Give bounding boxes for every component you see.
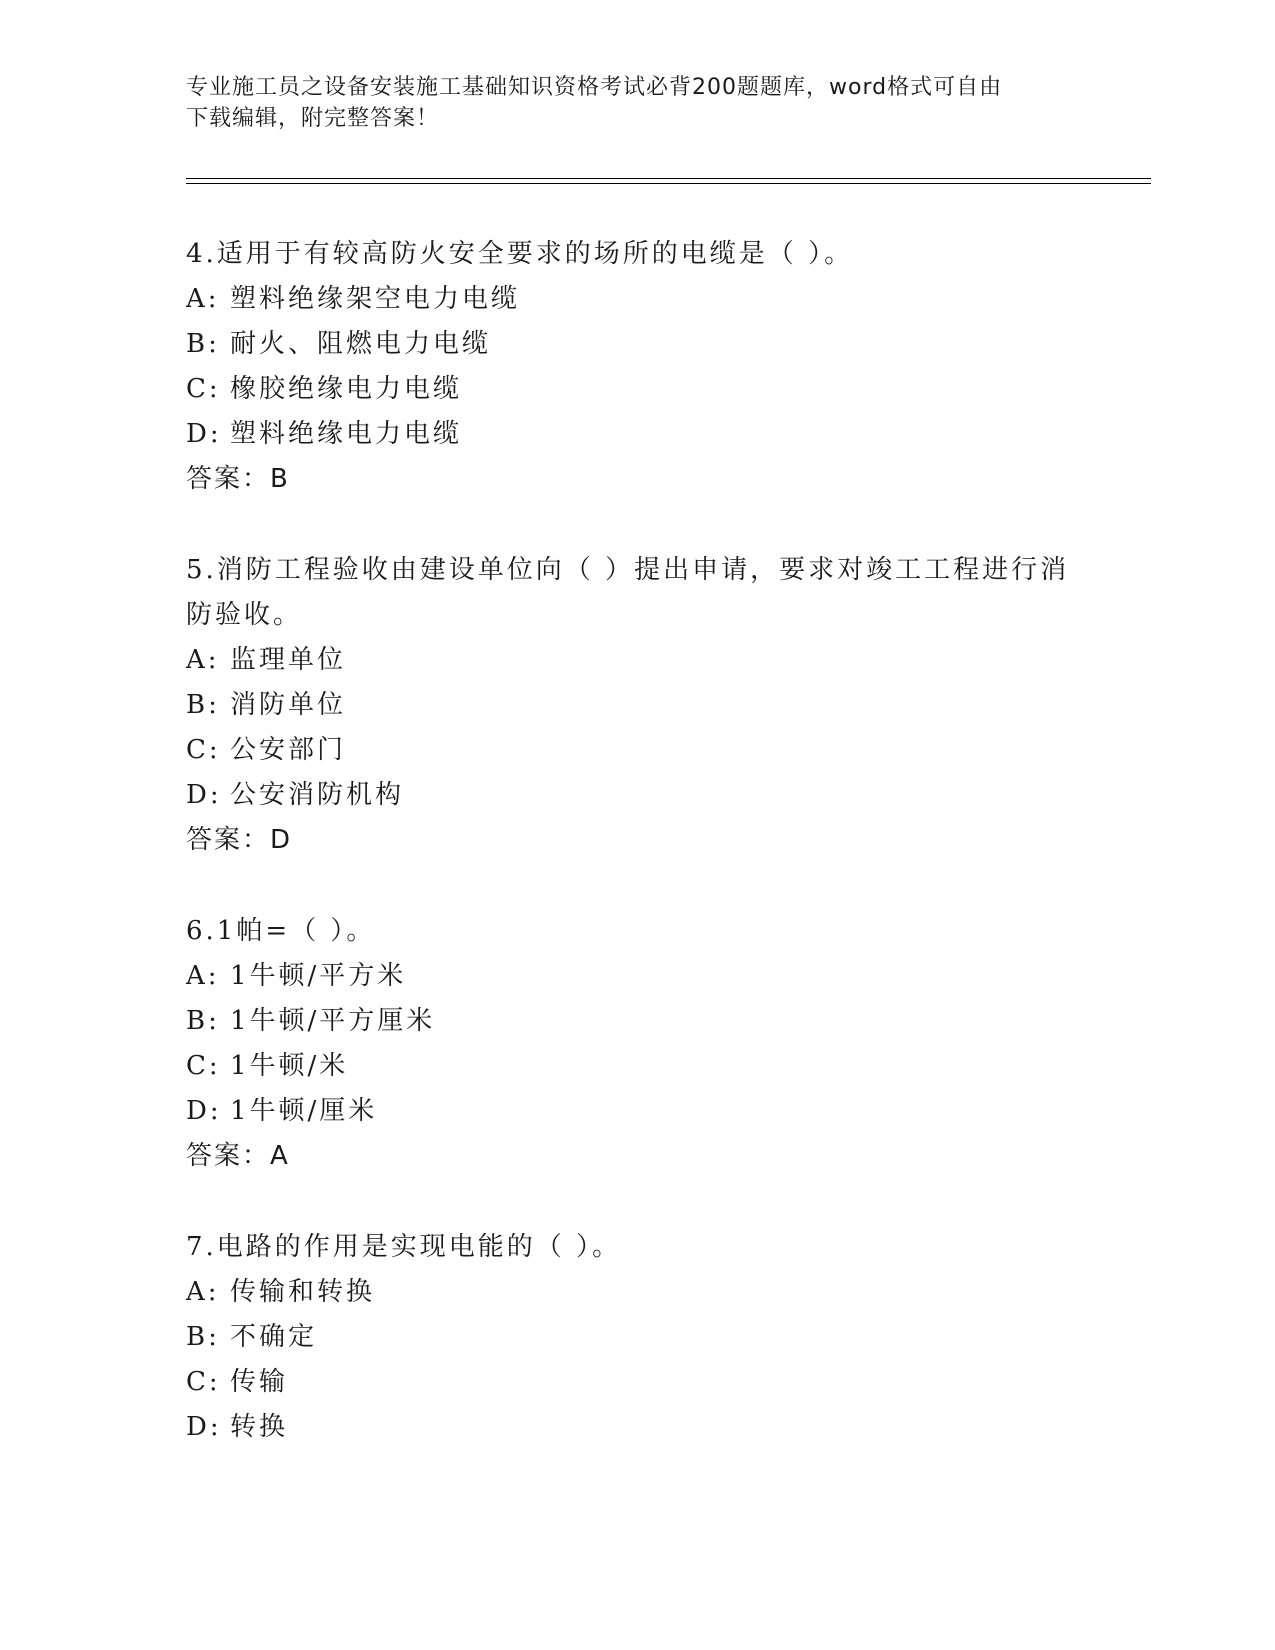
- option-text: 公安消防机构: [230, 780, 405, 810]
- header-divider: [186, 178, 1151, 184]
- option-letter: C:: [186, 735, 221, 765]
- option-row: [186, 1360, 1086, 1405]
- option-text: 橡胶绝缘电力电缆: [230, 374, 463, 404]
- answer-line: 答案：A: [186, 1141, 290, 1171]
- question-block: [186, 548, 1086, 863]
- option-row: [186, 773, 1086, 818]
- header-line-1: 专业施工员之设备安装施工基础知识资格考试必背200题题库，word格式可自由: [186, 75, 1003, 100]
- question-block: [186, 909, 1086, 1179]
- option-row: [186, 322, 1086, 367]
- option-row: [186, 1270, 1086, 1315]
- option-letter: C:: [186, 1367, 221, 1397]
- option-letter: B:: [186, 690, 220, 720]
- option-letter: D:: [186, 1096, 222, 1126]
- header-line-2: 下载编辑，附完整答案！: [186, 106, 440, 131]
- option-letter: A:: [186, 284, 220, 314]
- question-list: [186, 232, 1086, 1496]
- option-letter: B:: [186, 1006, 220, 1036]
- option-text: 转换: [230, 1412, 289, 1442]
- question-text: 4.适用于有较高防火安全要求的场所的电缆是（ ）。: [186, 239, 854, 269]
- question-text: 7.电路的作用是实现电能的（ ）。: [186, 1232, 622, 1262]
- option-text: 塑料绝缘电力电缆: [230, 419, 463, 449]
- answer-line: 答案：B: [186, 464, 290, 494]
- option-letter: D:: [186, 419, 222, 449]
- option-text: 1牛顿/米: [230, 1051, 349, 1081]
- option-letter: C:: [186, 374, 221, 404]
- option-row: [186, 1044, 1086, 1089]
- option-text: 监理单位: [230, 645, 347, 675]
- option-text: 1牛顿/厘米: [230, 1096, 378, 1126]
- option-row: [186, 367, 1086, 412]
- option-row: [186, 954, 1086, 999]
- option-row: [186, 412, 1086, 457]
- option-row: [186, 1315, 1086, 1360]
- question-block: [186, 1225, 1086, 1450]
- option-letter: B:: [186, 1322, 220, 1352]
- option-text: 消防单位: [230, 690, 347, 720]
- document-header: [186, 72, 1066, 134]
- option-row: [186, 277, 1086, 322]
- option-text: 传输: [230, 1367, 289, 1397]
- option-letter: C:: [186, 1051, 221, 1081]
- answer-line: 答案：D: [186, 825, 293, 855]
- option-letter: A:: [186, 645, 220, 675]
- option-letter: D:: [186, 1412, 222, 1442]
- option-text: 不确定: [230, 1322, 318, 1352]
- option-text: 1牛顿/平方米: [230, 961, 407, 991]
- option-letter: D:: [186, 780, 222, 810]
- option-text: 1牛顿/平方厘米: [230, 1006, 436, 1036]
- option-letter: A:: [186, 1277, 220, 1307]
- question-text: 5.消防工程验收由建设单位向（ ）提出申请，要求对竣工工程进行消防验收。: [186, 555, 1070, 630]
- option-letter: A:: [186, 961, 220, 991]
- option-row: [186, 683, 1086, 728]
- option-text: 耐火、阻燃电力电缆: [230, 329, 492, 359]
- option-text: 塑料绝缘架空电力电缆: [230, 284, 521, 314]
- option-text: 公安部门: [230, 735, 347, 765]
- question-block: [186, 232, 1086, 502]
- option-row: [186, 999, 1086, 1044]
- option-text: 传输和转换: [230, 1277, 376, 1307]
- option-row: [186, 638, 1086, 683]
- option-row: [186, 1089, 1086, 1134]
- question-text: 6.1帕=（ ）。: [186, 916, 376, 946]
- option-row: [186, 728, 1086, 773]
- option-row: [186, 1405, 1086, 1450]
- option-letter: B:: [186, 329, 220, 359]
